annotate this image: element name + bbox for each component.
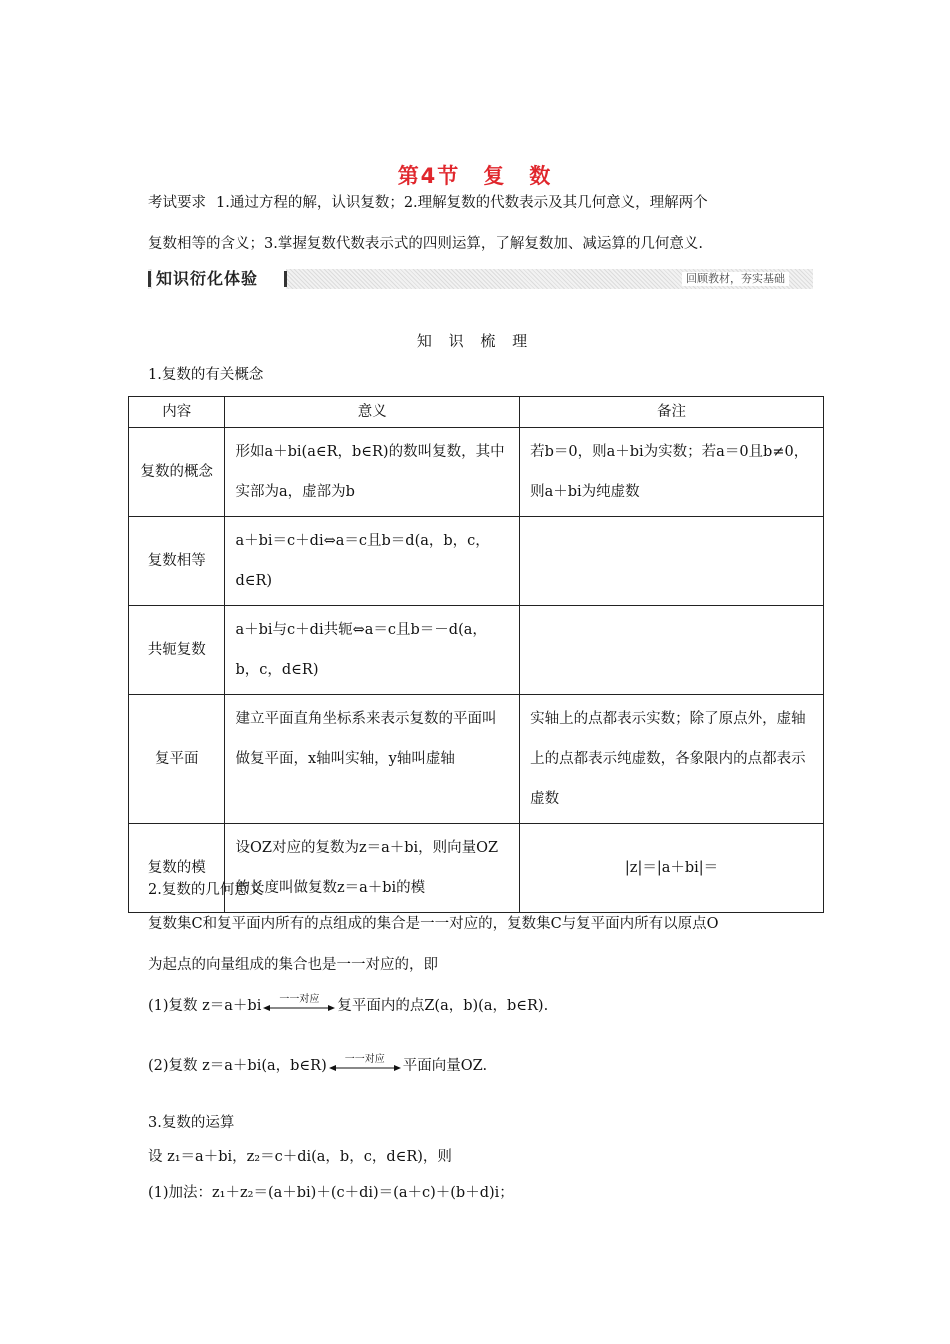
row-note: 实轴上的点都表示实数；除了原点外，虚轴上的点都表示纯虚数，各象限内的点都表示虚数 <box>520 695 824 824</box>
row-meaning: 设OZ对应的复数为z＝a＋bi，则向量OZ的长度叫做复数z＝a＋bi的模 <box>225 824 520 913</box>
row-note <box>520 517 824 606</box>
s2-item1: (1)复数 z＝a＋bi 一一对应 复平面内的点Z(a，b)(a，b∈R). <box>148 994 549 1014</box>
s2-line2: 为起点的向量组成的集合也是一一对应的，即 <box>148 957 438 973</box>
s3-heading: 3.复数的运算 <box>148 1115 235 1131</box>
bidirectional-arrow-icon: 一一对应 <box>329 1056 401 1076</box>
row-meaning: 形如a＋bi(a∈R，b∈R)的数叫复数，其中实部为a，虚部为b <box>225 428 520 517</box>
s3-line1: 设 z₁＝a＋bi，z₂＝c＋di(a，b，c，d∈R)，则 <box>148 1149 452 1165</box>
page-title: 第4节 复 数 <box>397 164 553 188</box>
table-header-row <box>129 397 824 428</box>
table-row <box>129 606 824 695</box>
banner-right-label: 回顾教材，夯实基础 <box>682 272 789 286</box>
s2-heading: 2.复数的几何意义 <box>148 882 264 898</box>
table-row <box>129 428 824 517</box>
exam-requirements-line1: 考试要求 1.通过方程的解，认识复数；2.理解复数的代数表示及其几何意义，理解两个 <box>148 195 708 211</box>
s2-item2: (2)复数 z＝a＋bi(a，b∈R) 一一对应 平面向量OZ. <box>148 1054 488 1074</box>
concept-table <box>128 396 824 913</box>
section-title: 知 识 梳 理 <box>416 332 534 350</box>
row-name: 复数的概念 <box>129 428 225 517</box>
row-name: 共轭复数 <box>129 606 225 695</box>
s1-heading: 1.复数的有关概念 <box>148 367 264 383</box>
table-row <box>129 517 824 606</box>
row-note: 若b＝0，则a＋bi为实数；若a＝0且b≠0，则a＋bi为纯虚数 <box>520 428 824 517</box>
table-header: 内容 <box>129 397 225 428</box>
table-header: 意义 <box>225 397 520 428</box>
bidirectional-arrow-icon: 一一对应 <box>263 996 335 1016</box>
exam-requirements-label: 考试要求 <box>148 195 206 211</box>
row-name: 复数相等 <box>129 517 225 606</box>
table-header: 备注 <box>520 397 824 428</box>
banner-left-label: 知识衍化体验 <box>152 269 286 289</box>
row-meaning: 建立平面直角坐标系来表示复数的平面叫做复平面，x轴叫实轴，y轴叫虚轴 <box>225 695 520 824</box>
s3-line2: (1)加法：z₁＋z₂＝(a＋bi)＋(c＋di)＝(a＋c)＋(b＋d)i； <box>148 1185 514 1201</box>
row-meaning: a＋bi＝c＋di⇔a＝c且b＝d(a，b，c，d∈R) <box>225 517 520 606</box>
section-banner <box>148 269 813 289</box>
row-note: |z|＝|a＋bi|＝ <box>520 824 824 913</box>
row-note <box>520 606 824 695</box>
s2-line1: 复数集C和复平面内所有的点组成的集合是一一对应的，复数集C与复平面内所有以原点O <box>148 916 719 932</box>
row-name: 复平面 <box>129 695 225 824</box>
row-meaning: a＋bi与c＋di共轭⇔a＝c且b＝－d(a，b，c，d∈R) <box>225 606 520 695</box>
table-row <box>129 695 824 824</box>
exam-requirements-line2: 复数相等的含义；3.掌握复数代数表示式的四则运算，了解复数加、减运算的几何意义. <box>148 236 703 252</box>
row-name: 复数的模 <box>129 824 225 913</box>
